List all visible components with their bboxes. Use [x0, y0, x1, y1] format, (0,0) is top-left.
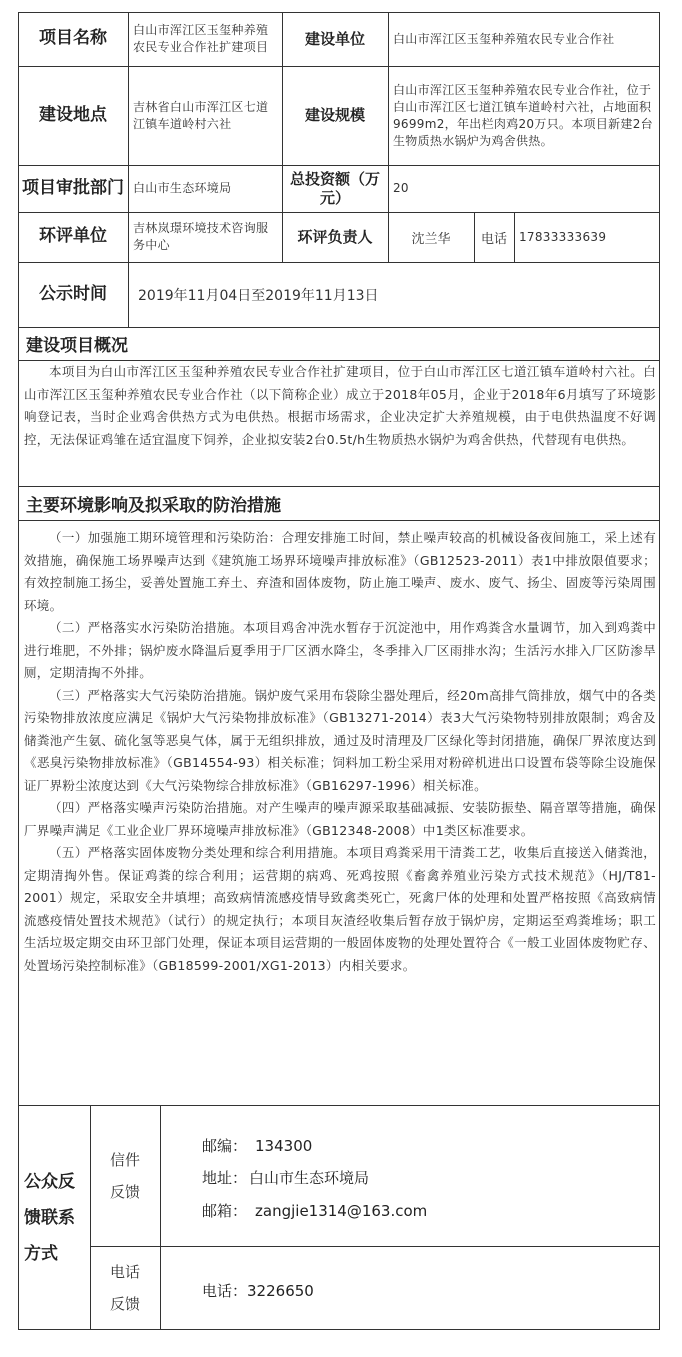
eia-unit-label: 环评单位	[39, 226, 107, 247]
measure-paragraph-1: （一）加强施工期环境管理和污染防治：合理安排施工时间，禁止噪声较高的机械设备夜间施工，采上述有效措施，确保施工场界噪声达到《建筑施工场界环境噪声排放标准》（GB12523-2011）表1中排放限值要求；有效控制施工扬尘，妥善处置施工弃土、弃渣和固体废物，防止施工噪声、废水、废气、扬尘、固废等污染周围环境。	[24, 530, 656, 613]
measure-paragraph-2: （二）严格落实水污染防治措施。本项目鸡舍冲洗水暂存于沉淀池中，用作鸡粪含水量调节，加入到鸡粪中进行堆肥，不外排；锅炉废水降温后夏季用于厂区洒水降尘，冬季排入厂区雨排水沟；生活污水排入厂区防渗旱厕，定期清掏不外排。	[24, 620, 656, 680]
measure-paragraph-4: （四）严格落实噪声污染防治措施。对产生噪声的噪声源采取基础减振、安装防振垫、隔音罩等措施，确保厂界噪声满足《工业企业厂界环境噪声排放标准》（GB12348-2008）中1类区标准要求。	[24, 800, 656, 838]
eia-person-label: 环评负责人	[297, 227, 373, 246]
scale-value: 白山市浑江区玉玺种养殖农民专业合作社，位于白山市浑江区七道江镇车道岭村六社，占地面积9699m2，年出栏肉鸡20万只。本项目新建2台生物质热水锅炉为鸡舍供热。	[393, 82, 653, 148]
builder-value: 白山市浑江区玉玺种养殖农民专业合作社	[393, 31, 615, 46]
feedback-label: 公众反馈联系方式	[24, 1171, 75, 1264]
email-label: 邮箱：	[202, 1202, 248, 1220]
location-value: 吉林省白山市浑江区七道江镇车道岭村六社	[133, 99, 269, 131]
publicity-value: 2019年11月04日至2019年11月13日	[138, 287, 379, 304]
approval-label: 项目审批部门	[22, 177, 124, 198]
phone-feedback-label: 电话反馈	[109, 1263, 140, 1313]
address-label: 地址：	[202, 1169, 248, 1187]
phone-value: 17833333639	[519, 229, 607, 244]
measures-title: 主要环境影响及拟采取的防治措施	[26, 495, 281, 516]
location-label: 建设地点	[39, 104, 107, 125]
eia-unit-value: 吉林岚璟环境技术咨询服务中心	[133, 221, 269, 252]
overview-text	[24, 361, 656, 486]
address-value: 白山市生态环境局	[249, 1169, 370, 1187]
tel-row	[202, 1280, 322, 1301]
address-row	[202, 1167, 377, 1188]
investment-label: 总投资额（万元）	[289, 169, 380, 207]
publicity-label: 公示时间	[39, 283, 107, 304]
postcode-value: 134300	[255, 1137, 313, 1155]
measure-paragraph-3: （三）严格落实大气污染防治措施。锅炉废气采用布袋除尘器处理后，经20m高排气筒排放，烟气中的各类污染物排放浓度应满足《锅炉大气污染物排放标准》（GB13271-2014）表3大气污染物特别排放限制；鸡舍及储粪池产生氨、硫化氢等恶臭气体，属于无组织排放，通过及时清理及厂区绿化等封闭措施，确保厂界浓度达到《恶臭污染物排放标准》（GB14554-93）相关标准；饲料加工粉尘采用对粉碎机进出口设置布袋等除尘设施保证厂界粉尘浓度达到《大气污染物综合排放标准》（GB16297-1996）相关标准。	[24, 687, 656, 793]
overview-title: 建设项目概况	[26, 336, 128, 356]
builder-label: 建设单位	[304, 29, 365, 48]
eia-person-value: 沈兰华	[411, 231, 451, 247]
measure-paragraph-5: （五）严格落实固体废物分类处理和综合利用措施。本项目鸡粪采用干清粪工艺，收集后直接送入储粪池，定期清掏外售。保证鸡粪的综合利用；运营期的病鸡、死鸡按照《畜禽养殖业污染方式技术规范》（HJ/T81-2001）规定，采取安全井填埋；高致病情流感疫情导致禽类死亡，死禽尸体的处理和处置严格按照《高致病情流感疫情处置技术规范》（试行）的规定执行；本项目灰渣经收集后暂存放于锅炉房，定期运至鸡粪堆场；职工生活垃圾定期交由环卫部门处理，保证本项目运营期的一般固体废物的处理处置符合《一般工业固体废物贮存、处置场污染控制标准》（GB18599-2001/XG1-2013）内相关要求。	[24, 845, 656, 973]
tel-value: 3226650	[247, 1282, 314, 1300]
scale-label: 建设规模	[304, 106, 365, 125]
investment-value: 20	[393, 181, 409, 195]
project-name-label: 项目名称	[39, 28, 107, 49]
project-name-value: 白山市浑江区玉玺种养殖农民专业合作社扩建项目	[133, 23, 269, 54]
approval-value: 白山市生态环境局	[133, 181, 232, 195]
email-value[interactable]: zangjie1314@163.com	[255, 1202, 428, 1220]
measures-text	[24, 527, 656, 1105]
tel-label: 电话：	[202, 1282, 248, 1300]
phone-label: 电话	[480, 231, 507, 247]
letter-feedback-label: 信件反馈	[109, 1150, 140, 1201]
email-row	[202, 1200, 435, 1221]
postcode-row	[202, 1135, 320, 1156]
postcode-label: 邮编：	[202, 1137, 248, 1155]
overview-paragraph: 本项目为白山市浑江区玉玺种养殖农民专业合作社扩建项目，位于白山市浑江区七道江镇车道岭村六社。白山市浑江区玉玺种养殖农民专业合作社（以下简称企业）成立于2018年05月，企业于2018年6月填写了环境影响登记表，当时企业鸡舍供热方式为电供热。根据市场需求，企业决定扩大养殖规模，由于电供热温度不好调控，无法保证鸡雏在适宜温度下饲养，企业拟安装2台0.5t/h生物质热水锅炉为鸡舍供热，代替现有电供热。	[24, 364, 656, 447]
